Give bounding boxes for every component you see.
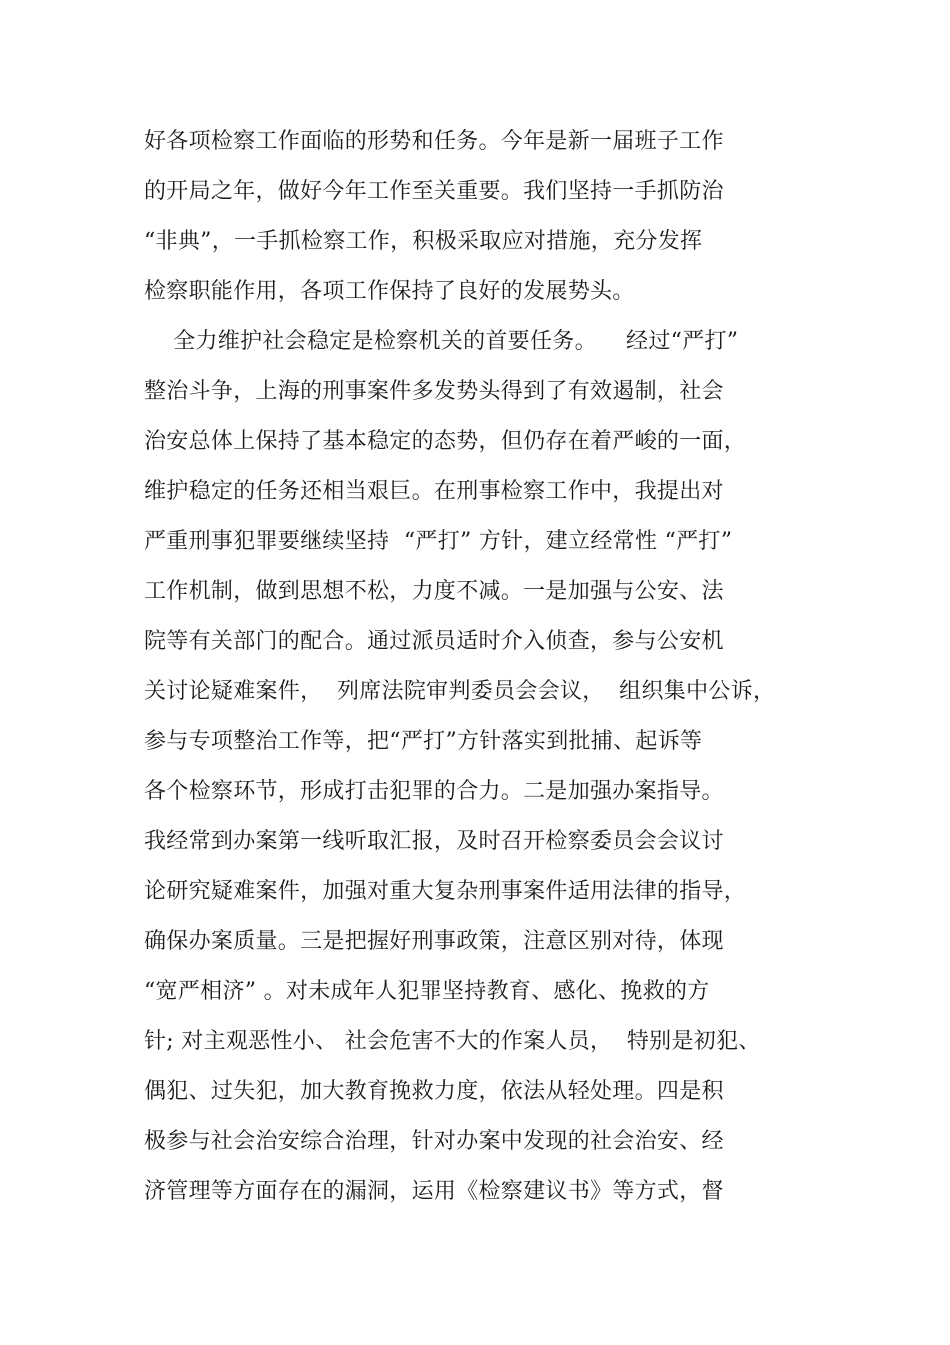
text-line-9: 严重刑事犯罪要继续坚持 “严打” 方针，建立经常性 “严打” xyxy=(144,529,733,554)
text-line-10: 工作机制，做到思想不松，力度不减。一是加强与公安、法 xyxy=(144,579,724,604)
text-line-16: 论研究疑难案件，加强对重大复杂刑事案件适用法律的指导， xyxy=(144,879,747,904)
text-line-12: 关讨论疑难案件， 列席法院审判委员会会议， 组织集中公诉， xyxy=(144,679,776,704)
text-line-3: “非典”，一手抓检察工作，积极采取应对措施，充分发挥 xyxy=(144,229,703,254)
text-line-17: 确保办案质量。三是把握好刑事政策，注意区别对待，体现 xyxy=(144,929,724,954)
text-line-11: 院等有关部门的配合。通过派员适时介入侦查，参与公安机 xyxy=(144,629,724,654)
text-line-15: 我经常到办案第一线听取汇报，及时召开检察委员会会议讨 xyxy=(144,829,724,854)
text-line-8: 维护稳定的任务还相当艰巨。在刑事检察工作中，我提出对 xyxy=(144,479,724,504)
text-line-5: 全力维护社会稳定是检察机关的首要任务。 经过“严打” xyxy=(144,329,739,354)
text-line-14: 各个检察环节，形成打击犯罪的合力。二是加强办案指导。 xyxy=(144,779,724,804)
text-line-2: 的开局之年，做好今年工作至关重要。我们坚持一手抓防治 xyxy=(144,179,724,204)
text-line-6: 整治斗争，上海的刑事案件多发势头得到了有效遏制，社会 xyxy=(144,379,724,404)
text-line-1: 好各项检察工作面临的形势和任务。今年是新一届班子工作 xyxy=(144,129,724,154)
text-line-13: 参与专项整治工作等，把“严打”方针落实到批捕、起诉等 xyxy=(144,729,703,754)
text-line-7: 治安总体上保持了基本稳定的态势，但仍存在着严峻的一面， xyxy=(144,429,747,454)
text-line-18: “宽严相济” 。对未成年人犯罪坚持教育、感化、挽救的方 xyxy=(144,979,710,1004)
text-line-22: 济管理等方面存在的漏洞，运用《检察建议书》等方式，督 xyxy=(144,1179,724,1204)
text-line-19: 针; 对主观恶性小、 社会危害不大的作案人员， 特别是初犯、 xyxy=(144,1029,761,1054)
text-line-21: 极参与社会治安综合治理，针对办案中发现的社会治安、经 xyxy=(144,1129,724,1154)
text-line-20: 偶犯、过失犯，加大教育挽救力度，依法从轻处理。四是积 xyxy=(144,1079,724,1104)
text-line-4: 检察职能作用，各项工作保持了良好的发展势头。 xyxy=(144,279,635,304)
